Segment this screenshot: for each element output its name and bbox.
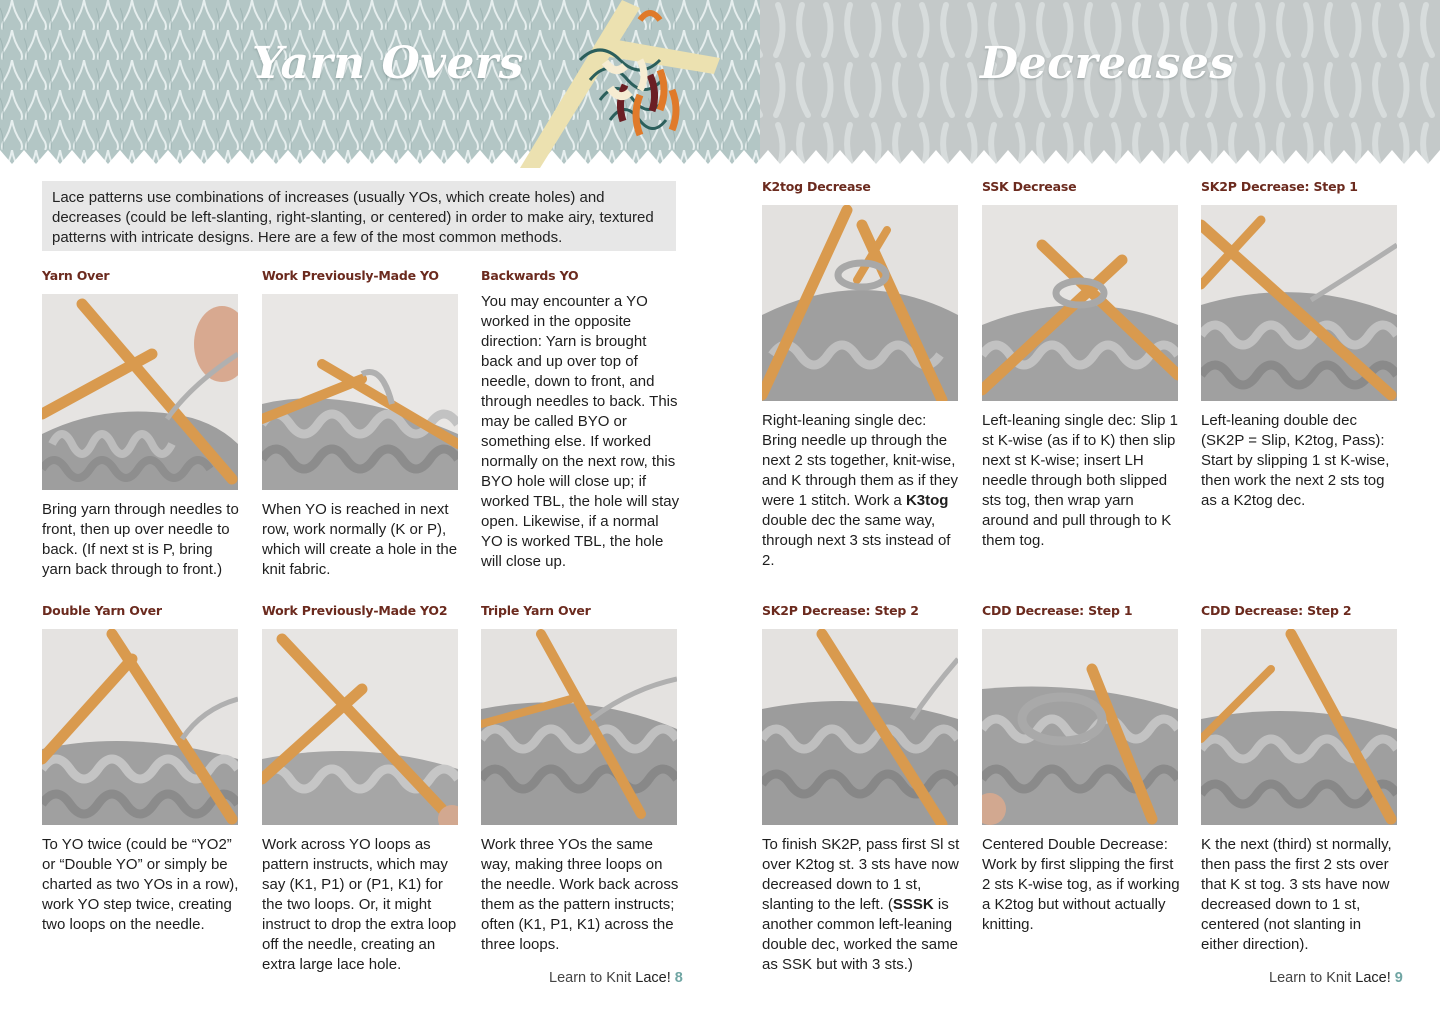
item-heading: Yarn Over [42,268,110,283]
item-heading: Triple Yarn Over [481,603,591,618]
item-sk2p-decrease-step-2 [762,603,962,973]
item-description: Bring yarn through needles to front, then up over needle to back. (If next st is P, bring yarn back through to front.) [42,501,239,578]
footer-left: Learn to Knit Lace! 8 [549,970,683,986]
item-description: Work three YOs the same way, making three loops on the needle. Work back across them as the pattern instructs; often (K1, P1, K1) across the three loops. [481,836,679,953]
item-heading: Work Previously-Made YO [262,268,439,283]
item-heading: SK2P Decrease: Step 2 [762,603,919,618]
item-work-previously-made-yo2 [262,603,462,973]
item-heading: Double Yarn Over [42,603,162,618]
item-ssk-decrease [982,179,1182,549]
photo-triple-yarn-over [481,629,677,825]
photo-k2tog-decrease [762,205,958,401]
item-heading: CDD Decrease: Step 2 [1201,603,1352,618]
section-title-decreases: Decreases [980,38,1235,89]
sssk-emphasis: SSSK [892,896,934,913]
photo-work-previously-made-yo2 [262,629,458,825]
item-description: To finish SK2P, pass first Sl st over K2tog st. 3 sts have now decreased down to 1 st, slanting to the left. (SSSK is another common left-leaning double dec, worked the same as SSK but with 3 sts.) [762,836,960,973]
item-k2tog-decrease [762,179,962,569]
item-heading: CDD Decrease: Step 1 [982,603,1133,618]
photo-cdd-step-2 [1201,629,1397,825]
item-description: Right-leaning single dec: Bring needle up through the next 2 sts together, knit-wise, and K through them as if they were 1 stitch. Work a K3tog double dec the same way, through next 3 sts instead of 2. [762,412,958,569]
item-heading: Backwards YO [481,268,579,283]
item-heading: SSK Decrease [982,179,1077,194]
item-description: Left-leaning double dec (SK2P = Slip, K2tog, Pass): Start by slipping 1 st K-wise, then work the next 2 sts tog as a K2tog dec. [1201,412,1390,509]
item-description: Left-leaning single dec: Slip 1 st K-wise (as if to K) then slip next st K-wise; insert LH needle through both slipped sts tog, then wrap yarn around and pull through to K them tog. [982,412,1178,549]
item-description: You may encounter a YO worked in the opposite direction: Yarn is brought back and up over top of needle, down to front, and through needles to back. This may be called BYO or something else. If worked normally on the next row, this BYO hole will close up; if worked TBL, the hole will stay open. Likewise, if a normal YO is worked TBL, the hole will close up. [481,293,680,570]
item-backwards-yo [481,268,681,570]
item-heading: SK2P Decrease: Step 1 [1201,179,1358,194]
section-title-yarn-overs: Yarn Overs [252,38,524,89]
item-work-previously-made-yo [262,268,462,578]
photo-yarn-over [42,294,238,490]
item-sk2p-decrease-step-1 [1201,179,1401,509]
footer-right: Learn to Knit Lace! 9 [1269,970,1403,986]
item-description: Work across YO loops as pattern instructs, which may say (K1, P1) or (P1, K1) for the two loops. Or, it might instruct to drop the extra loop off the needle, creating an extra large lace hole. [262,836,457,973]
item-description: K the next (third) st normally, then pass the first 2 sts over that K st tog. 3 sts have now decreased down to 1 st, centered (not slanting in either direction). [1201,836,1392,953]
item-heading: Work Previously-Made YO2 [262,603,448,618]
item-description: When YO is reached in next row, work normally (K or P), which will create a hole in the knit fabric. [262,501,458,578]
photo-work-previously-made-yo [262,294,458,490]
photo-double-yarn-over [42,629,238,825]
intro-box: Lace patterns use combinations of increases (usually YOs, which create holes) and decreases (could be left-slanting, right-slanting, or centered) in order to make airy, textured patterns with intricate designs. Here are a few of the most common methods. [42,181,676,251]
page-number: 9 [1394,970,1403,986]
item-heading: K2tog Decrease [762,179,871,194]
item-cdd-decrease-step-2 [1201,603,1401,953]
item-yarn-over [42,268,242,578]
item-double-yarn-over [42,603,242,933]
k3tog-emphasis: K3tog [905,492,949,509]
page-number: 8 [674,970,683,986]
item-description: To YO twice (could be “YO2” or “Double YO” or simply be charted as two YOs in a row), work YO step twice, creating two loops on the needle. [42,836,239,933]
item-triple-yarn-over [481,603,681,953]
photo-ssk-decrease [982,205,1178,401]
item-description: Centered Double Decrease: Work by first slipping the first 2 sts K-wise tog, as if working a K2tog but without actually knitting. [982,836,1180,933]
photo-sk2p-step-1 [1201,205,1397,401]
item-cdd-decrease-step-1 [982,603,1182,933]
photo-cdd-step-1 [982,629,1178,825]
photo-sk2p-step-2 [762,629,958,825]
